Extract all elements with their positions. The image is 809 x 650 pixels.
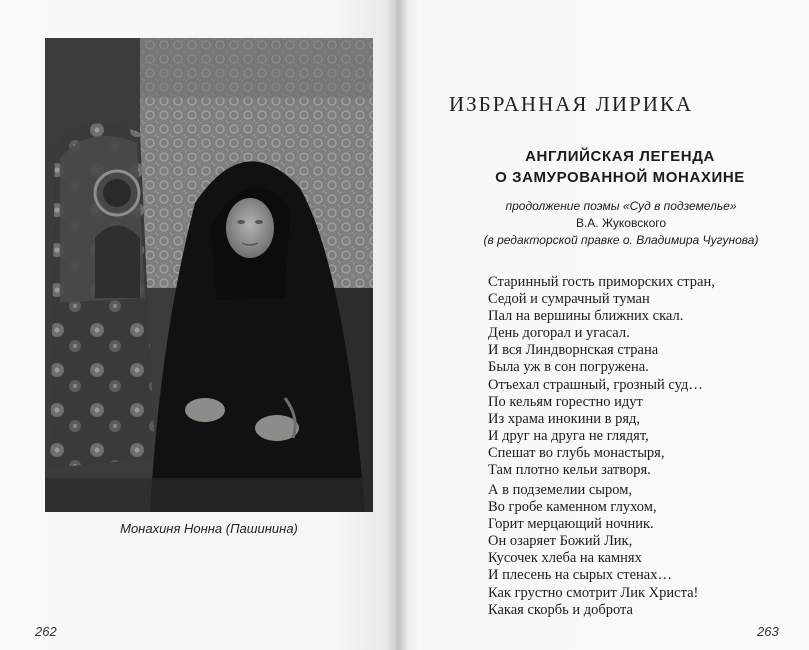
poem-title-line: АНГЛИЙСКАЯ ЛЕГЕНДА [525, 148, 715, 165]
poem-line: Пал на вершины ближних скал. [488, 308, 684, 325]
poem-line: И вся Линдворнская страна [488, 342, 659, 359]
photo-caption: Монахиня Нонна (Пашинина) [120, 521, 298, 536]
nun-portrait-photo [45, 38, 373, 512]
poem-subtitle [440, 198, 802, 249]
poem-line: По кельям горестно идут [488, 393, 643, 410]
poem-line: Как грустно смотрит Лик Христа! [488, 584, 699, 601]
poem-line: Отъехал страшный, грозный суд… [488, 376, 703, 393]
poem-line: Он озаряет Божий Лик, [488, 533, 633, 550]
poem-line: И плесень на сырых стенах… [488, 567, 672, 584]
poem-line: Во гробе каменном глухом, [488, 499, 657, 516]
poem-line: Старинный гость приморских стран, [488, 274, 715, 290]
poem-line: Из храма инокини в ряд, [488, 410, 641, 427]
section-title: ИЗБРАННАЯ ЛИРИКА [449, 92, 694, 116]
subtitle-author: В.А. Жуковского [575, 216, 667, 230]
poem-line: И друг на друга не глядят, [488, 427, 649, 444]
poem-line: День догорал и угасал. [488, 325, 630, 342]
page-number-right: 263 [757, 624, 779, 639]
poem-line: Горит мерцающий ночник. [488, 516, 654, 533]
subtitle-line: (в редакторской правке о. Владимира Чугунова) [483, 233, 759, 247]
stanza-2 [488, 482, 788, 619]
poem-line: Кусочек хлеба на камнях [488, 550, 642, 567]
poem-line: Там плотно кельи затворя. [488, 462, 651, 479]
poem-line: Седой и сумрачный туман [488, 291, 650, 308]
poem-title [455, 146, 785, 188]
poem-line: Была уж в сон погружена. [488, 359, 649, 376]
page-number-left: 262 [35, 624, 57, 639]
stanza-1 [488, 274, 788, 479]
subtitle-line: продолжение поэмы «Суд в подземелье» [505, 199, 737, 213]
book-gutter [386, 0, 408, 650]
poem-line: Спешат во глубь монастыря, [488, 444, 665, 461]
poem-title-line: О ЗАМУРОВАННОЙ МОНАХИНЕ [495, 169, 745, 186]
poem-line: Какая скорбь и доброта [488, 601, 633, 618]
poem-line: А в подземелии сыром, [488, 482, 633, 498]
photo-illustration [45, 38, 373, 512]
